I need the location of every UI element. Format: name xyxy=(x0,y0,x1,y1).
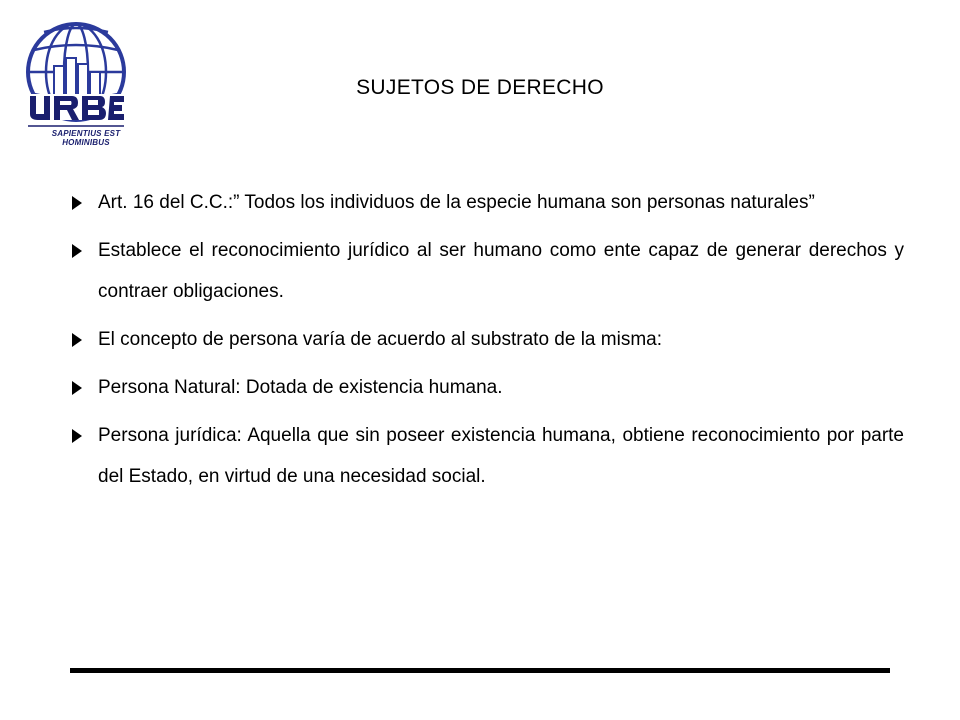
footer-divider xyxy=(70,668,890,673)
urbe-logo xyxy=(20,14,132,147)
bullet-text: Art. 16 del C.C.:” Todos los individuos de la especie humana son personas naturales” xyxy=(98,192,815,213)
triangle-right-icon xyxy=(72,333,82,347)
logo-motto: SAPIENTIUS EST HOMINIBUS xyxy=(51,129,121,147)
slide-title: SUJETOS DE DERECHO xyxy=(356,76,604,99)
triangle-right-icon xyxy=(72,196,82,210)
bullet-text: Establece el reconocimiento jurídico al ser humano como ente capaz de generar derechos y contraer obligaciones. xyxy=(98,240,904,302)
globe-buildings-logo-icon xyxy=(20,14,132,138)
bullet-list xyxy=(72,182,904,504)
bullet-item-persona-juridica xyxy=(72,415,904,497)
bullet-item-article-16 xyxy=(72,182,904,223)
bullet-text: Persona Natural: Dotada de existencia humana. xyxy=(98,377,503,398)
bullet-text: Persona jurídica: Aquella que sin poseer existencia humana, obtiene reconocimiento por parte del Estado, en virtud de una necesidad social. xyxy=(98,425,904,487)
bullet-item-concepto-persona xyxy=(72,319,904,360)
triangle-right-icon xyxy=(72,429,82,443)
bullet-text: El concepto de persona varía de acuerdo al substrato de la misma: xyxy=(98,329,662,350)
triangle-right-icon xyxy=(72,381,82,395)
bullet-item-persona-natural xyxy=(72,367,904,408)
triangle-right-icon xyxy=(72,244,82,258)
bullet-item-reconocimiento xyxy=(72,230,904,312)
